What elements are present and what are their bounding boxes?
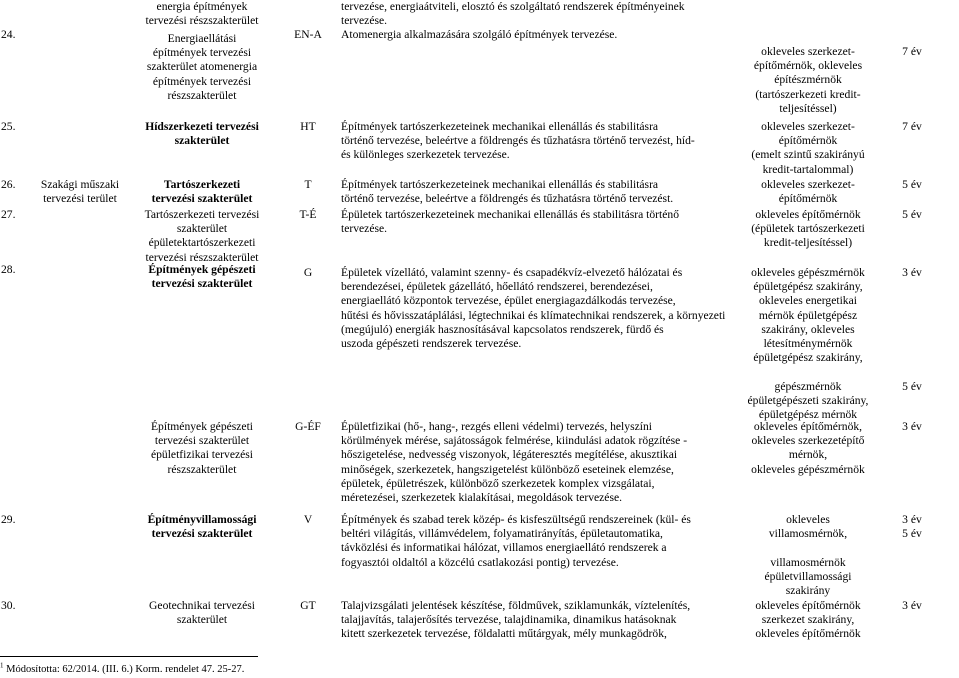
row-number: 24. — [1, 28, 16, 41]
specialty-name-line: tervezési szakterület — [151, 277, 253, 291]
qualification-line: épületvillamossági — [764, 569, 852, 583]
specialty-name-line: energia építmények — [156, 0, 248, 13]
specialty-code: G-ÉF — [295, 420, 321, 433]
description-line: uszoda gépészeti rendszerek tervezése. — [341, 337, 522, 350]
qualification-line: kredit-tartalommal) — [762, 162, 854, 176]
qualification-line: épületgépész szakirány, — [753, 280, 863, 294]
group-label-line: tervezési terület — [43, 192, 117, 206]
description-line: tervezése, energiaátviteli, elosztó és szolgáltató rendszerek építményeinek — [341, 0, 685, 13]
specialty-name-line: tervezési részszakterület — [145, 14, 259, 28]
qualification-line: (épületek tartószerkezeti — [751, 222, 865, 236]
qualification-line: mérnök, — [788, 448, 828, 462]
qualification-line: okleveles szerkezet- — [761, 178, 855, 191]
footnote — [0, 661, 245, 675]
description-line: tervezése. — [341, 14, 388, 28]
qualification-line: okleveles szerkezet- — [761, 120, 855, 133]
specialty-name-line: Tartószerkezeti — [163, 178, 241, 191]
specialty-code: HT — [300, 120, 316, 133]
specialty-name-line: tervezési részszakterület — [145, 250, 259, 264]
qualification-line: villamosmérnök — [770, 555, 846, 569]
specialty-code: T-É — [299, 208, 317, 221]
description-line: Épületfizikai (hő-, hang-, rezgés elleni védelmi) tervezés, helyszíni — [341, 420, 652, 433]
qualification-line: épületgépészeti szakirány, — [747, 393, 869, 407]
qualification-line: építőmérnök — [778, 192, 838, 206]
description-line: fogyasztói oldaltól a közcélú csatlakozási pontig) tervezése. — [341, 555, 619, 569]
specialty-name-line: Energiaellátási — [167, 32, 237, 45]
qualification-line: szakirány, okleveles — [761, 322, 855, 336]
group-label-line: Szakági műszaki — [40, 178, 120, 191]
specialty-name-line: Építmények gépészeti — [150, 420, 254, 433]
qualification-line: kredit-teljesítéssel) — [763, 236, 853, 250]
specialty-name-line: Építmények gépészeti — [148, 263, 256, 276]
required-years: 5 év — [902, 178, 922, 191]
qualification-line: okleveles szerkezet- — [761, 45, 855, 58]
description-line: tervezése. — [341, 222, 388, 236]
required-years: 5 év — [902, 208, 922, 221]
description-line: energiaellátó központok tervezése, épület energiagazdálkodás tervezése, — [341, 294, 676, 308]
description-line: kitett szerkezetek tervezése, földalatti műtárgyak, mély munkagödrök, — [341, 627, 667, 641]
specialty-code: G — [303, 266, 313, 279]
description-line: méretezései, szerkezetek kialakításai, megoldások tervezése. — [341, 491, 623, 504]
description-line: berendezései, épületek gázellátó, hőellátó rendszerei, berendezései, — [341, 280, 653, 294]
specialty-name-line: épületfizikai tervezési — [150, 448, 254, 462]
qualification-line: villamosmérnök, — [768, 527, 848, 541]
specialty-name-line: tervezési szakterület — [154, 434, 250, 448]
row-number: 29. — [1, 513, 16, 526]
qualification-line: okleveles építőmérnök — [755, 208, 861, 221]
description-line: beltéri világítás, villámvédelem, folyamatirányítás, épületautomatika, — [341, 527, 663, 541]
row-number: 26. — [1, 178, 16, 191]
specialty-name-line: Tartószerkezeti tervezési — [144, 208, 260, 221]
description-line: Atomenergia alkalmazására szolgáló építmények tervezése. — [341, 28, 618, 41]
specialty-code: V — [303, 513, 313, 526]
qualification-line: okleveles építőmérnök, — [753, 420, 863, 433]
specialty-name-line: Geotechnikai tervezési — [149, 599, 255, 612]
qualification-line: okleveles építőmérnök — [755, 627, 861, 641]
specialty-code: GT — [300, 599, 316, 612]
description-line: történő tervezése, beleértve a földrengés és tűzhatásra történő tervezést. — [341, 192, 674, 206]
specialty-name-line: részszakterület — [167, 88, 237, 102]
qualification-line: okleveles — [786, 513, 830, 526]
row-number: 27. — [1, 208, 16, 221]
specialty-name-line: tervezési szakterület — [151, 527, 253, 541]
row-number: 30. — [1, 599, 16, 612]
description-line: Épületek vízellátó, valamint szenny- és csapadékvíz-elvezető hálózatai és — [341, 266, 683, 279]
specialty-name-line: építmények tervezési — [152, 74, 252, 88]
required-years: 7 év — [902, 120, 922, 133]
description-line: Építmények tartószerkezeteinek mechanikai ellenállás és stabilitásra — [341, 120, 659, 133]
qualification-line: gépészmérnök — [774, 379, 842, 393]
required-years: 5 év — [902, 527, 922, 541]
specialty-name-line: Építményvillamossági — [147, 513, 257, 526]
qualification-line: építőmérnök — [778, 134, 838, 148]
required-years: 3 év — [902, 266, 922, 279]
required-years: 3 év — [902, 513, 922, 526]
description-line: Építmények és szabad terek közép- és kisfeszültségű rendszereinek (kül- és — [341, 513, 691, 526]
description-line: történő tervezése, beleértve a földrengés és tűzhatásra történő tervezést, híd- — [341, 134, 695, 148]
specialty-name-line: épületektartószerkezeti — [148, 236, 256, 250]
specialty-name-line: építmények tervezési — [152, 46, 252, 60]
qualification-line: okleveles gépészmérnök — [751, 266, 865, 279]
description-line: hűtési és hővisszatáplálási, légtechnikai és klímatechnikai rendszerek, a környezeti — [341, 308, 726, 322]
required-years: 7 év — [902, 45, 922, 58]
qualification-line: létesítménymérnök — [763, 337, 853, 350]
description-line: Épületek tartószerkezeteinek mechanikai ellenállás és stabilitásra történő — [341, 208, 680, 221]
description-line: épületek, épületrészek, különböző szerkezetek komplex vizsgálatai, — [341, 476, 655, 490]
qualification-line: építőmérnök, okleveles — [753, 59, 863, 73]
qualification-line: mérnök épületgépész — [758, 308, 858, 322]
row-number: 28. — [1, 263, 16, 276]
description-line: Talajvizsgálati jelentések készítése, földművek, sziklamunkák, víztelenítés, — [341, 599, 691, 612]
qualification-line: okleveles építőmérnök — [755, 599, 861, 612]
qualification-line: (emelt szintű szakirányú — [751, 148, 865, 162]
description-line: minőségek, szerkezetek, hangszigetelést különböző eseteinek elemzése, — [341, 462, 674, 476]
specialty-name-line: szakterület atomenergia — [146, 60, 258, 74]
description-line: távközlési és informatikai hálózat, villamos energiaellátó rendszerek a — [341, 541, 667, 555]
footnote-text: Módosította: 62/2014. (III. 6.) Korm. rendelet 47. 25-27. — [6, 664, 245, 675]
qualification-line: építészmérnök — [774, 73, 842, 87]
required-years: 3 év — [902, 599, 922, 612]
description-line: hőszigetelése, nedvesség viszonyok, légáteresztés megítélése, akusztikai — [341, 448, 678, 462]
specialty-name-line: részszakterület — [167, 462, 237, 476]
specialty-name-line: szakterület — [176, 222, 228, 236]
specialty-name-line: Hídszerkezeti tervezési — [145, 120, 259, 133]
specialty-name-line: tervezési szakterület — [151, 192, 253, 206]
qualification-line: okleveles szerkezetépítő — [751, 434, 865, 448]
specialty-name-line: szakterület — [176, 613, 228, 627]
qualification-line: okleveles gépészmérnök — [751, 462, 865, 476]
footnote-rule — [0, 656, 258, 657]
description-line: talajjavítás, talajerősítés tervezése, talajdinamika, dinamikus hatásoknak — [341, 613, 677, 627]
specialty-name-line: szakterület — [174, 134, 230, 148]
required-years: 5 év — [902, 379, 922, 393]
description-line: és különleges szerkezetek tervezése. — [341, 148, 510, 162]
required-years: 3 év — [902, 420, 922, 433]
qualification-line: (tartószerkezeti kredit- — [755, 87, 861, 101]
description-line: Építmények tartószerkezeteinek mechanikai ellenállás és stabilitásra — [341, 178, 659, 191]
description-line: (megújuló) energiák hasznosításával kapcsolatos rendszerek, fürdő és — [341, 322, 664, 336]
row-number: 25. — [1, 120, 16, 133]
qualification-line: szerkezet szakirány, — [761, 613, 855, 627]
qualification-line: épületgépész mérnök — [758, 408, 858, 421]
footnote-marker: 1 — [0, 661, 4, 670]
description-line: körülmények mérése, sajátosságok felmérése, kiindulási adatok rögzítése - — [341, 434, 688, 448]
qualification-line: teljesítéssel) — [779, 101, 837, 115]
qualification-line: szakirány — [785, 584, 831, 597]
specialty-code: T — [304, 178, 312, 191]
qualification-line: épületgépész szakirány, — [753, 351, 863, 365]
qualification-line: okleveles energetikai — [759, 294, 857, 308]
specialty-code: EN-A — [294, 28, 322, 41]
